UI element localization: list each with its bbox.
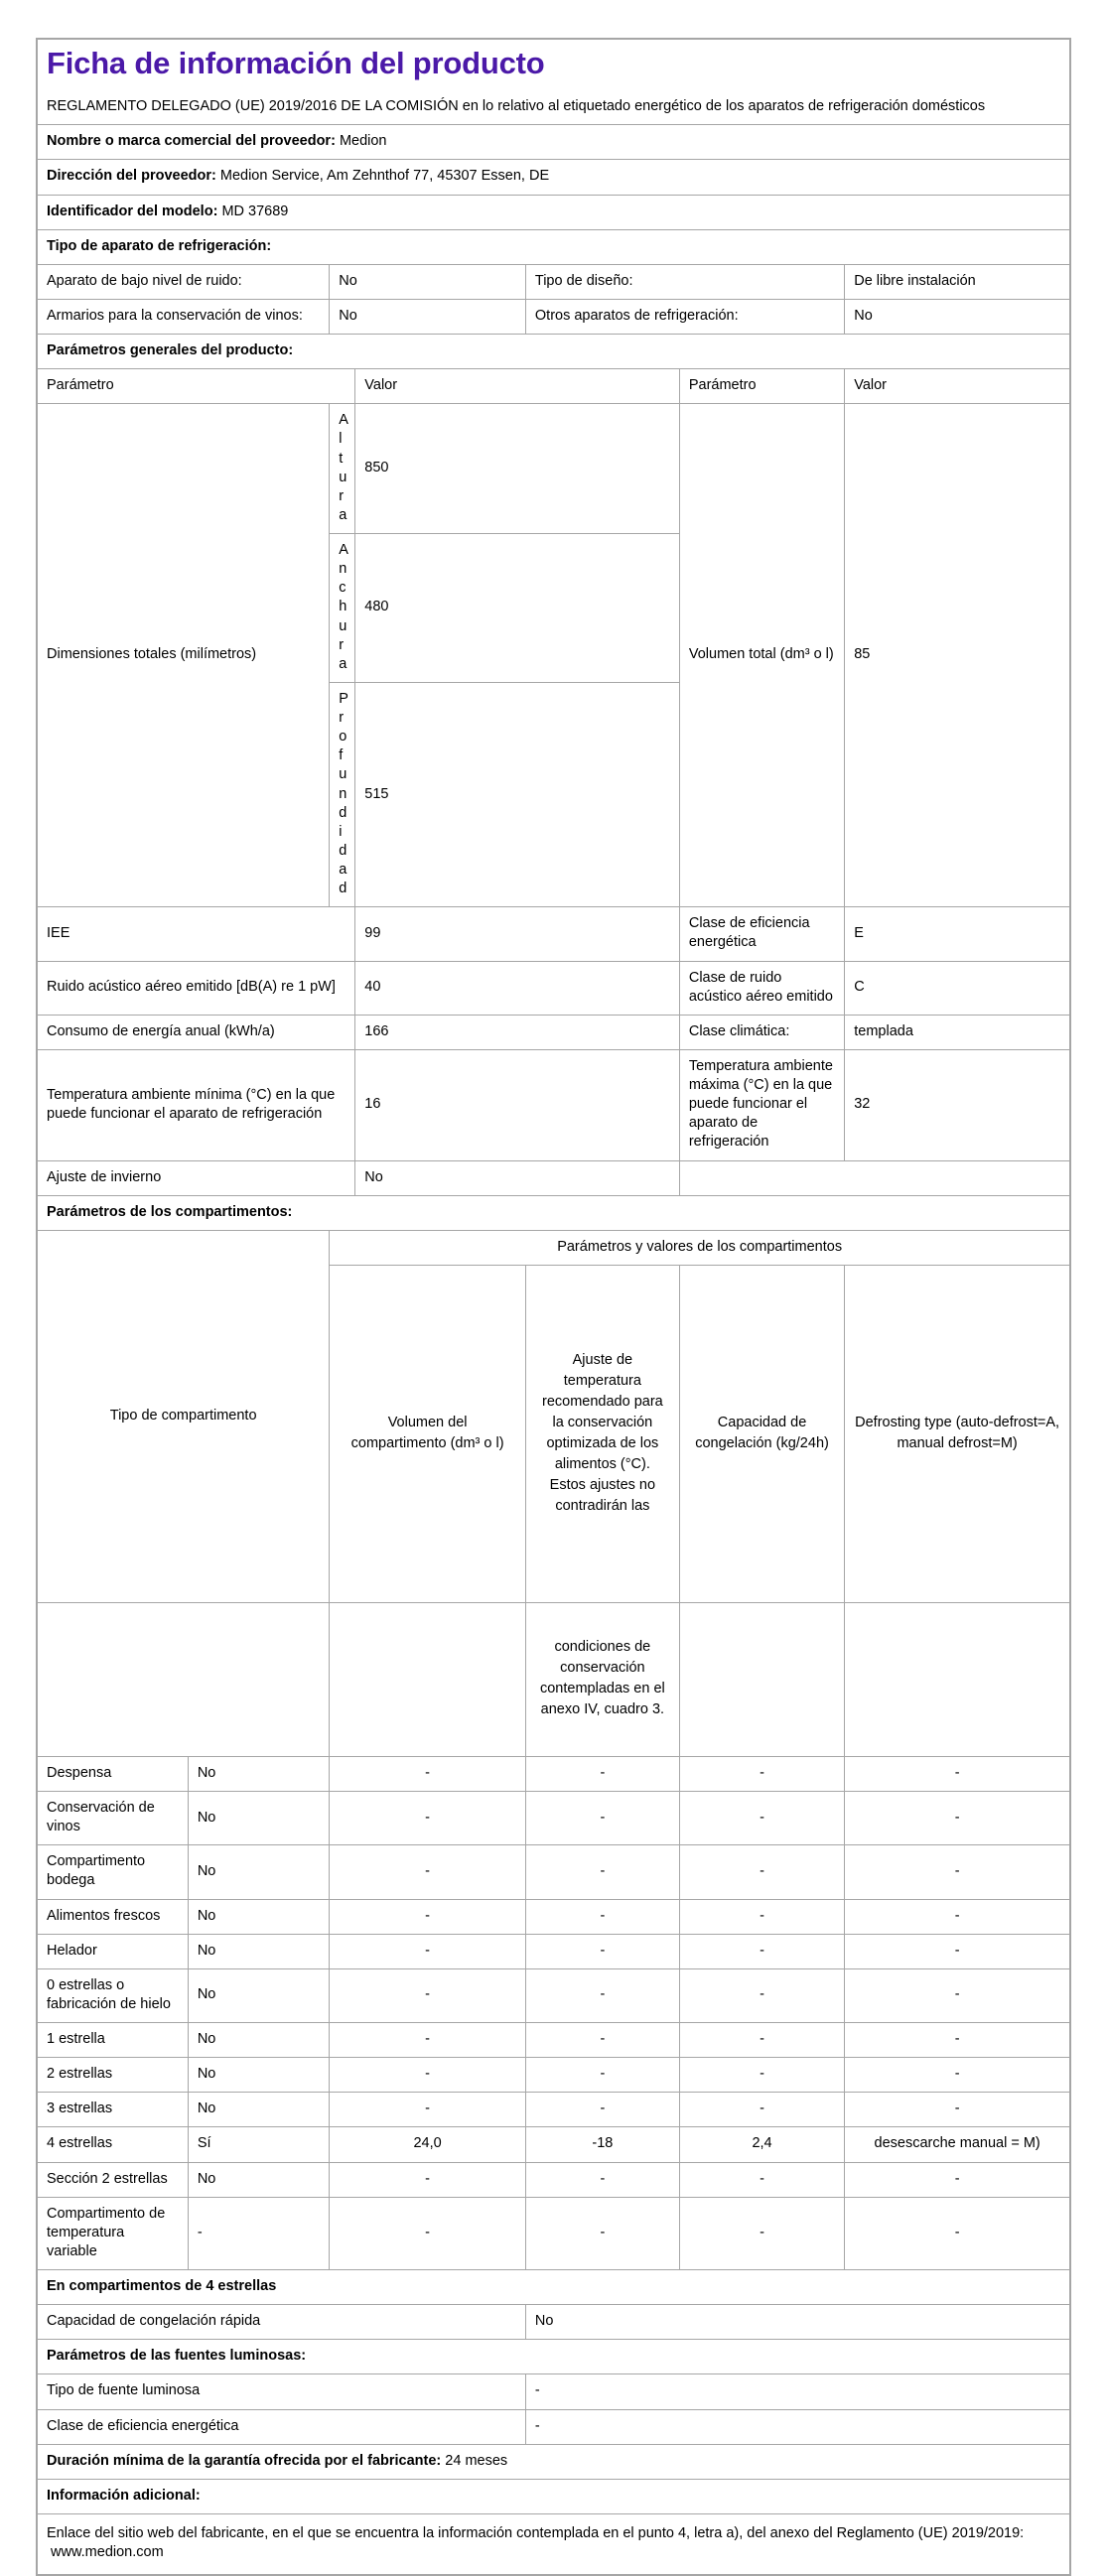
compartment-freezing-capacity-header: Capacidad de congelación (kg/24h) <box>679 1265 844 1602</box>
additional-info-cell <box>38 2513 1070 2574</box>
supplier-name-value: Medion <box>339 133 387 150</box>
dimensions-label: Dimensiones totales (milímetros) <box>38 404 330 907</box>
manufacturer-website-link[interactable]: www.medion.com <box>51 2544 164 2561</box>
compartment-freezing-capacity: - <box>679 2058 844 2093</box>
model-row <box>38 195 1070 229</box>
compartment-temperature: - <box>525 2197 679 2269</box>
max-ambient-temp-value: 32 <box>845 1049 1070 1160</box>
total-volume-label: Volumen total (dm³ o l) <box>679 404 844 907</box>
compartment-freezing-capacity: - <box>679 1934 844 1968</box>
subtitle-cell <box>38 89 1070 125</box>
compartments-heading: Parámetros de los compartimentos: <box>38 1195 1070 1230</box>
iee-value: 99 <box>355 907 680 961</box>
compartment-freezing-capacity: - <box>679 1756 844 1791</box>
table-row <box>38 1845 1070 1899</box>
compartment-defrosting-type: - <box>845 1845 1070 1899</box>
compartment-present: Sí <box>188 2127 329 2162</box>
compartment-temperature: - <box>525 1756 679 1791</box>
annual-energy-label: Consumo de energía anual (kWh/a) <box>38 1015 355 1049</box>
compartment-volume: - <box>330 2197 526 2269</box>
appliance-type-row <box>38 264 1070 299</box>
iee-label: IEE <box>38 907 355 961</box>
compartment-present: No <box>188 1792 329 1845</box>
compartment-span-header: Parámetros y valores de los compartimentos <box>330 1230 1070 1265</box>
table-row <box>38 1792 1070 1845</box>
title-row <box>38 40 1070 89</box>
low-noise-value: No <box>330 264 526 299</box>
light-sources-heading: Parámetros de las fuentes luminosas: <box>38 2340 1070 2374</box>
fast-freeze-row <box>38 2305 1070 2340</box>
light-source-class-value: - <box>525 2409 1069 2444</box>
compartment-freezing-capacity: - <box>679 2197 844 2269</box>
warranty-label: Duración mínima de la garantía ofrecida por el fabricante: <box>47 2452 442 2469</box>
general-heading-row <box>38 335 1070 369</box>
light-source-type-label: Tipo de fuente luminosa <box>38 2374 526 2409</box>
compartment-freezing-capacity: - <box>679 1968 844 2022</box>
compartment-type: 1 estrella <box>38 2023 189 2058</box>
supplier-address-label: Dirección del proveedor: <box>47 168 216 185</box>
compartment-defrosting-type: desescarche manual = M) <box>845 2127 1070 2162</box>
table-row <box>38 1899 1070 1934</box>
compartment-freezing-capacity: - <box>679 1792 844 1845</box>
general-row-energy <box>38 1015 1070 1049</box>
warranty-cell <box>38 2444 1070 2479</box>
compartment-type: 4 estrellas <box>38 2127 189 2162</box>
design-type-value: De libre instalación <box>845 264 1070 299</box>
compartment-present: - <box>188 2197 329 2269</box>
compartment-present: No <box>188 1934 329 1968</box>
compartment-freezing-capacity: 2,4 <box>679 2127 844 2162</box>
model-label: Identificador del modelo: <box>47 203 218 219</box>
table-row <box>38 2162 1070 2197</box>
dimension-name-profundidad: Profundidad <box>330 682 355 906</box>
table-row <box>38 1934 1070 1968</box>
compartment-present: No <box>188 2162 329 2197</box>
compartment-defrosting-type: - <box>845 1934 1070 1968</box>
compartment-defrosting-type: - <box>845 1899 1070 1934</box>
continuation-blank-volume <box>330 1602 526 1756</box>
product-information-table <box>37 39 1070 2575</box>
compartment-temperature: - <box>525 1934 679 1968</box>
min-ambient-temp-label: Temperatura ambiente mínima (°C) en la que puede funcionar el aparato de refrigeración <box>38 1049 355 1160</box>
general-row-noise <box>38 961 1070 1015</box>
compartment-temperature: -18 <box>525 2127 679 2162</box>
compartments-column-header-continuation-row <box>38 1602 1070 1756</box>
dimension-height-row <box>38 404 1070 534</box>
continuation-blank-defrost <box>845 1602 1070 1756</box>
general-column-header-row <box>38 369 1070 404</box>
compartment-volume: 24,0 <box>330 2127 526 2162</box>
table-row <box>38 2197 1070 2269</box>
supplier-address-value: Medion Service, Am Zehnthof 77, 45307 Essen, DE <box>219 168 550 185</box>
compartment-volume: - <box>330 2058 526 2093</box>
wine-storage-label: Armarios para la conservación de vinos: <box>38 299 330 334</box>
additional-info-heading-row <box>38 2479 1070 2513</box>
compartment-volume: - <box>330 2093 526 2127</box>
col-header-valor-1: Valor <box>355 369 680 404</box>
winter-setting-value: No <box>355 1160 680 1195</box>
compartment-volume-header: Volumen del compartimento (dm³ o l) <box>330 1265 526 1602</box>
additional-info-body-row <box>38 2513 1070 2574</box>
title-cell <box>38 40 1070 89</box>
compartment-present: No <box>188 2023 329 2058</box>
total-volume-value: 85 <box>845 404 1070 907</box>
table-row <box>38 1756 1070 1791</box>
compartment-temperature: - <box>525 1968 679 2022</box>
compartment-freezing-capacity: - <box>679 2162 844 2197</box>
noise-class-label: Clase de ruido acústico aéreo emitido <box>679 961 844 1015</box>
table-row <box>38 2023 1070 2058</box>
compartment-volume: - <box>330 1845 526 1899</box>
compartment-type-header: Tipo de compartimento <box>38 1230 330 1602</box>
compartment-present: No <box>188 2058 329 2093</box>
light-source-type-row <box>38 2374 1070 2409</box>
low-noise-label: Aparato de bajo nivel de ruido: <box>38 264 330 299</box>
general-row-ambient-temp <box>38 1049 1070 1160</box>
subtitle-row <box>38 89 1070 125</box>
light-source-type-value: - <box>525 2374 1069 2409</box>
compartment-present: No <box>188 1845 329 1899</box>
compartment-freezing-capacity: - <box>679 2093 844 2127</box>
compartment-defrosting-type: - <box>845 2023 1070 2058</box>
compartment-type: Alimentos frescos <box>38 1899 189 1934</box>
compartment-present: No <box>188 1756 329 1791</box>
col-header-parametro-1: Parámetro <box>38 369 355 404</box>
appliance-type-row <box>38 299 1070 334</box>
airborne-noise-value: 40 <box>355 961 680 1015</box>
climate-class-label: Clase climática: <box>679 1015 844 1049</box>
supplier-name-row <box>38 125 1070 160</box>
other-appliances-label: Otros aparatos de refrigeración: <box>525 299 844 334</box>
compartment-type: 0 estrellas o fabricación de hielo <box>38 1968 189 2022</box>
col-header-valor-2: Valor <box>845 369 1070 404</box>
compartment-type: Sección 2 estrellas <box>38 2162 189 2197</box>
dimension-value-altura: 850 <box>355 404 680 534</box>
compartment-temperature: - <box>525 2162 679 2197</box>
compartment-volume: - <box>330 2162 526 2197</box>
additional-info-heading: Información adicional: <box>38 2479 1070 2513</box>
regulation-subtitle: REGLAMENTO DELEGADO (UE) 2019/2016 DE LA COMISIÓN en lo relativo al etiquetado energético de los aparatos de refrigeración domésticos <box>47 97 986 114</box>
compartment-freezing-capacity: - <box>679 2023 844 2058</box>
compartments-heading-row <box>38 1195 1070 1230</box>
fast-freeze-value: No <box>525 2305 1069 2340</box>
light-sources-heading-row <box>38 2340 1070 2374</box>
winter-setting-label: Ajuste de invierno <box>38 1160 355 1195</box>
compartment-type: Compartimento de temperatura variable <box>38 2197 189 2269</box>
compartment-defrosting-type: - <box>845 1756 1070 1791</box>
continuation-blank-left <box>38 1602 330 1756</box>
light-source-class-label: Clase de eficiencia energética <box>38 2409 526 2444</box>
compartment-temperature-header-continued: condiciones de conservación contempladas en el anexo IV, cuadro 3. <box>525 1602 679 1756</box>
compartment-volume: - <box>330 1899 526 1934</box>
compartment-volume: - <box>330 1756 526 1791</box>
wine-storage-value: No <box>330 299 526 334</box>
compartment-defrosting-type: - <box>845 2058 1070 2093</box>
other-appliances-value: No <box>845 299 1070 334</box>
appliance-type-heading-row <box>38 229 1070 264</box>
compartment-temperature: - <box>525 2058 679 2093</box>
compartment-present: No <box>188 2093 329 2127</box>
min-ambient-temp-value: 16 <box>355 1049 680 1160</box>
supplier-address-row <box>38 160 1070 195</box>
compartment-temperature-header: Ajuste de temperatura recomendado para la conservación optimizada de los alimentos (°C). Estos ajustes no contradirán las <box>525 1265 679 1602</box>
compartment-type: 3 estrellas <box>38 2093 189 2127</box>
table-row <box>38 2058 1070 2093</box>
compartment-type: Helador <box>38 1934 189 1968</box>
energy-class-value: E <box>845 907 1070 961</box>
energy-class-label: Clase de eficiencia energética <box>679 907 844 961</box>
compartment-temperature: - <box>525 2093 679 2127</box>
col-header-parametro-2: Parámetro <box>679 369 844 404</box>
compartment-type: Conservación de vinos <box>38 1792 189 1845</box>
compartments-span-header-row <box>38 1230 1070 1265</box>
dimension-name-anchura: Anchura <box>330 534 355 683</box>
appliance-type-heading: Tipo de aparato de refrigeración: <box>38 229 1070 264</box>
dimension-value-anchura: 480 <box>355 534 680 683</box>
compartment-volume: - <box>330 1934 526 1968</box>
compartment-freezing-capacity: - <box>679 1845 844 1899</box>
supplier-name-label: Nombre o marca comercial del proveedor: <box>47 133 336 150</box>
additional-info-text: Enlace del sitio web del fabricante, en el que se encuentra la información contemplada en el punto 4, letra a), del anexo del Reglamento (UE) 2019/2019: <box>47 2524 1025 2541</box>
table-row <box>38 2127 1070 2162</box>
compartment-temperature: - <box>525 1792 679 1845</box>
warranty-row <box>38 2444 1070 2479</box>
compartment-temperature: - <box>525 1899 679 1934</box>
compartment-volume: - <box>330 2023 526 2058</box>
general-row-iee <box>38 907 1070 961</box>
compartment-type: 2 estrellas <box>38 2058 189 2093</box>
table-row <box>38 1968 1070 2022</box>
compartment-volume: - <box>330 1968 526 2022</box>
noise-class-value: C <box>845 961 1070 1015</box>
fiche-sheet <box>36 38 1071 2576</box>
compartment-present: No <box>188 1899 329 1934</box>
compartment-freezing-capacity: - <box>679 1899 844 1934</box>
design-type-label: Tipo de diseño: <box>525 264 844 299</box>
compartment-volume: - <box>330 1792 526 1845</box>
dimension-value-profundidad: 515 <box>355 682 680 906</box>
winter-setting-blank <box>679 1160 1069 1195</box>
compartment-defrosting-type: - <box>845 2093 1070 2127</box>
dimension-name-altura: Altura <box>330 404 355 534</box>
max-ambient-temp-label: Temperatura ambiente máxima (°C) en la que puede funcionar el aparato de refrigeración <box>679 1049 844 1160</box>
compartment-type: Despensa <box>38 1756 189 1791</box>
compartment-type: Compartimento bodega <box>38 1845 189 1899</box>
supplier-address-cell <box>38 160 1070 195</box>
compartment-defrosting-type: - <box>845 1968 1070 2022</box>
annual-energy-value: 166 <box>355 1015 680 1049</box>
warranty-value: 24 meses <box>445 2452 508 2469</box>
climate-class-value: templada <box>845 1015 1070 1049</box>
compartment-present: No <box>188 1968 329 2022</box>
four-star-heading: En compartimentos de 4 estrellas <box>38 2270 1070 2305</box>
supplier-name-cell <box>38 125 1070 160</box>
compartment-temperature: - <box>525 1845 679 1899</box>
compartment-defrosting-type-header: Defrosting type (auto-defrost=A, manual defrost=M) <box>845 1265 1070 1602</box>
general-parameters-heading: Parámetros generales del producto: <box>38 335 1070 369</box>
model-value: MD 37689 <box>221 203 289 219</box>
light-source-class-row <box>38 2409 1070 2444</box>
compartment-defrosting-type: - <box>845 2162 1070 2197</box>
four-star-heading-row <box>38 2270 1070 2305</box>
general-row-winter-setting <box>38 1160 1070 1195</box>
compartment-temperature: - <box>525 2023 679 2058</box>
compartment-defrosting-type: - <box>845 1792 1070 1845</box>
table-row <box>38 2093 1070 2127</box>
model-cell <box>38 195 1070 229</box>
page-title: Ficha de información del producto <box>47 46 545 80</box>
airborne-noise-label: Ruido acústico aéreo emitido [dB(A) re 1 pW] <box>38 961 355 1015</box>
fast-freeze-label: Capacidad de congelación rápida <box>38 2305 526 2340</box>
continuation-blank-freeze <box>679 1602 844 1756</box>
compartment-defrosting-type: - <box>845 2197 1070 2269</box>
